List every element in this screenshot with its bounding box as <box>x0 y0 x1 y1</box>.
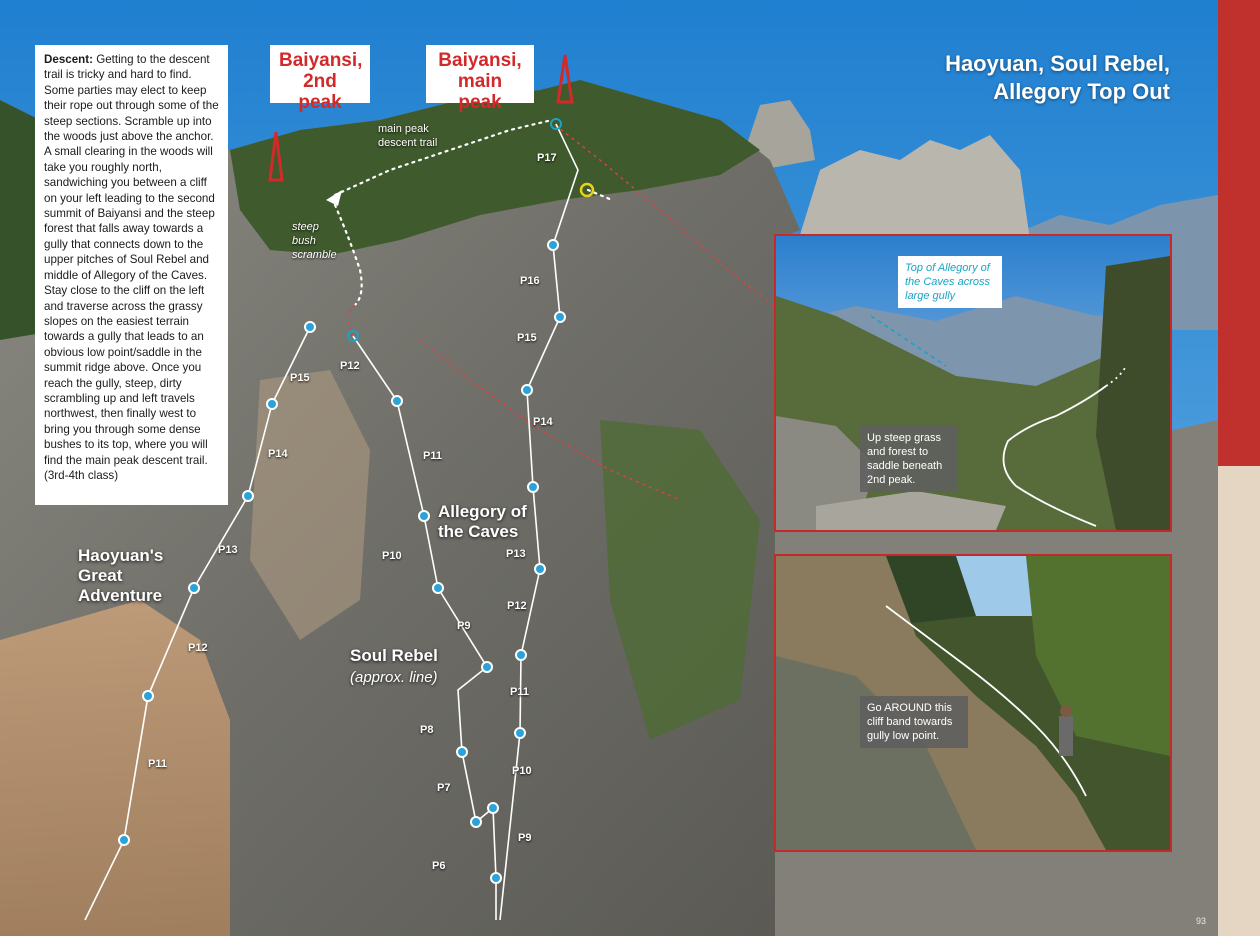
route-haoyuan-line-1: Haoyuan's <box>78 546 164 565</box>
pitch-label: P15 <box>517 332 537 344</box>
route-allegory-line-2: the Caves <box>438 522 519 541</box>
pitch-label: P15 <box>290 372 310 384</box>
route-allegory-line-1: Allegory of <box>438 502 527 521</box>
pitch-label: P9 <box>457 620 471 632</box>
route-label-allegory <box>438 502 548 542</box>
descent-text-box <box>35 45 228 505</box>
pitch-label: P8 <box>420 724 434 736</box>
pitch-label: P9 <box>518 832 532 844</box>
peak-label-2nd <box>270 45 370 113</box>
pitch-label: P14 <box>533 416 553 428</box>
main-peak-trail-label <box>378 122 437 150</box>
pitch-label: P14 <box>268 448 288 460</box>
peak-label-2nd-line-1: Baiyansi, <box>279 50 363 71</box>
descent-heading: Descent: <box>44 53 93 66</box>
inset-caption-cliff-band: Go AROUND this cliff band towards gully low point. <box>860 696 968 748</box>
inset-photo-cliff-band-image <box>776 556 1170 850</box>
pitch-label: P11 <box>148 758 167 770</box>
pitch-label: P10 <box>512 765 532 777</box>
steep-bush-line-3: scramble <box>292 249 337 261</box>
pitch-label: P17 <box>537 152 557 164</box>
inset-photo-saddle <box>774 234 1172 532</box>
descent-body: Getting to the descent trail is tricky and hard to find. Some parties may elect to keep their rope out through some of the steep sections. Scramble up into the woods just above the anchor. A small clearing in the woods will take you roughly north, sandwiching you between a cliff on your left leading to the second summit of Baiyansi and the steep forest that falls away towards a gully that connects down to the upper pitches of Soul Rebel and middle of Allegory of the Caves. Stay close to the cliff on the left and traverse across the grassy slopes on the easiest terrain towards a gully that leads to an obvious low point/saddle in the summit ridge above. Once you reach the gully, steep, dirty scrambling up and left travels northwest, then finally west to bring you through some dense bushes to its top, where you will find the main peak descent trail. (3rd-4th class) <box>44 53 219 482</box>
accent-strip-red <box>1218 0 1260 466</box>
page-title <box>945 50 1170 106</box>
pitch-label: P16 <box>520 275 540 287</box>
steep-bush-line-2: bush <box>292 235 316 247</box>
route-label-soul-rebel: Soul Rebel <box>350 646 438 665</box>
inset-photo-cliff-band <box>774 554 1172 852</box>
route-label-soul-rebel-note: (approx. line) <box>350 669 438 686</box>
page-title-line-1: Haoyuan, Soul Rebel, <box>945 51 1170 76</box>
main-peak-trail-line-2: descent trail <box>378 137 438 149</box>
accent-strip-cream <box>1218 466 1260 936</box>
pitch-label: P13 <box>506 548 526 560</box>
page-edge-strip <box>1218 0 1260 936</box>
inset-caption-top-allegory: Top of Allegory of the Caves across large gully <box>898 256 1002 308</box>
pitch-label: P12 <box>507 600 527 612</box>
pitch-label: P7 <box>437 782 451 794</box>
pitch-label: P11 <box>510 686 529 698</box>
pitch-label: P13 <box>218 544 238 556</box>
inset-caption-saddle: Up steep grass and forest to saddle beneath 2nd peak. <box>860 426 958 492</box>
pitch-label: P12 <box>340 360 360 372</box>
pitch-label: P10 <box>382 550 402 562</box>
page-title-line-2: Allegory Top Out <box>993 79 1170 104</box>
peak-label-main-line-1: Baiyansi, <box>438 50 522 71</box>
route-haoyuan-line-2: Great <box>78 566 123 585</box>
peak-label-2nd-line-2: 2nd peak <box>298 71 342 113</box>
route-haoyuan-line-3: Adventure <box>78 586 163 605</box>
peak-label-main <box>426 45 534 113</box>
steep-bush-label <box>292 220 337 262</box>
peak-label-main-line-2: main peak <box>457 71 503 113</box>
pitch-label: P11 <box>423 450 442 462</box>
steep-bush-line-1: steep <box>292 221 319 233</box>
pitch-label: P6 <box>432 860 446 872</box>
route-label-haoyuan <box>78 546 188 606</box>
main-peak-trail-line-1: main peak <box>378 123 429 135</box>
page-number: 93 <box>1196 916 1207 926</box>
pitch-label: P12 <box>188 642 208 654</box>
